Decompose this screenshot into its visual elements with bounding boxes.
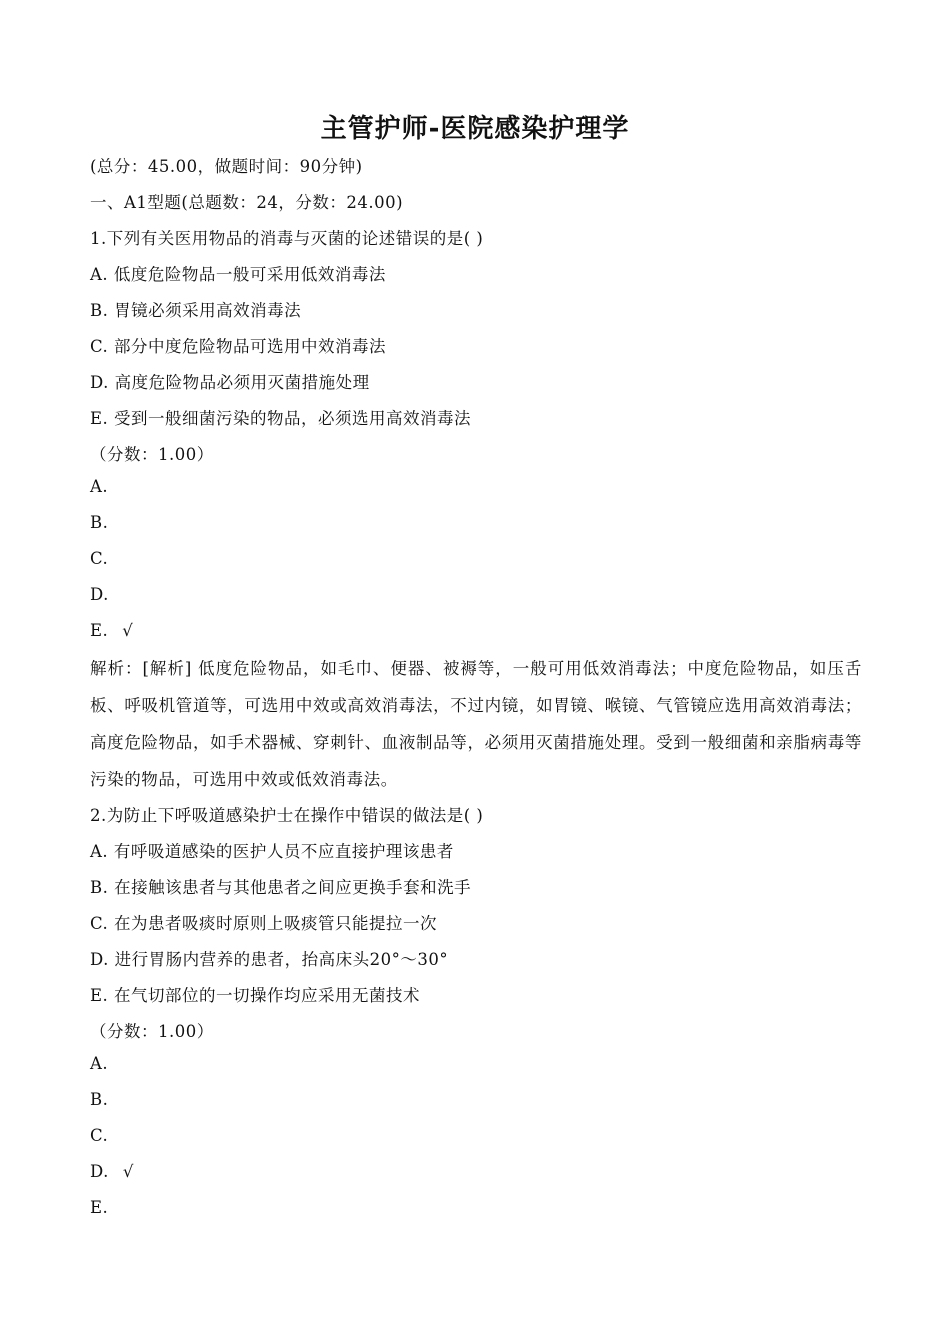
question-1-score: （分数：1.00） [90, 445, 214, 464]
question-1-answer-e-row [90, 621, 133, 640]
question-2-stem: 2.为防止下呼吸道感染护士在操作中错误的做法是( ) [90, 806, 484, 825]
question-2-option-a: A. 有呼吸道感染的医护人员不应直接护理该患者 [90, 842, 454, 861]
question-2-answer-a: A. [90, 1054, 109, 1073]
question-1-answer-a: A. [90, 477, 109, 496]
document-title: 主管护师-医院感染护理学 [320, 114, 630, 144]
question-2-answer-d: D. [90, 1162, 109, 1181]
correct-checkmark: √ [122, 1162, 134, 1181]
question-1-option-e: E. 受到一般细菌污染的物品，必须选用高效消毒法 [90, 409, 472, 428]
question-1-answer-b: B. [90, 513, 109, 532]
question-2-option-e: E. 在气切部位的一切操作均应采用无菌技术 [90, 986, 421, 1005]
question-2-answer-b: B. [90, 1090, 109, 1109]
question-1-answer-c: C. [90, 549, 109, 568]
question-2-answer-d-row [90, 1162, 134, 1181]
question-2-option-c: C. 在为患者吸痰时原则上吸痰管只能提拉一次 [90, 914, 438, 933]
correct-checkmark: √ [122, 621, 134, 640]
question-1-option-a: A. 低度危险物品一般可采用低效消毒法 [90, 265, 386, 284]
question-2-option-b: B. 在接触该患者与其他患者之间应更换手套和洗手 [90, 878, 472, 897]
question-2-score: （分数：1.00） [90, 1022, 214, 1041]
question-1-answer-e: E. [90, 621, 109, 640]
question-2-answer-e: E. [90, 1198, 109, 1217]
question-1-option-c: C. 部分中度危险物品可选用中效消毒法 [90, 337, 387, 356]
question-1-stem: 1.下列有关医用物品的消毒与灭菌的论述错误的是( ) [90, 229, 484, 248]
question-1-option-b: B. 胃镜必须采用高效消毒法 [90, 301, 302, 320]
question-1-answer-d: D. [90, 585, 109, 604]
question-1-analysis: 解析：[解析] 低度危险物品，如毛巾、便器、被褥等，一般可用低效消毒法；中度危险物品，如压舌板、呼吸机管道等，可选用中效或高效消毒法，不过内镜，如胃镜、喉镜、气管镜应选用高效消毒法；高度危险物品，如手术器械、穿刺针、血液制品等，必须用灭菌措施处理。受到一般细菌和亲脂病毒等污染的物品，可选用中效或低效消毒法。 [90, 659, 862, 789]
question-1-option-d: D. 高度危险物品必须用灭菌措施处理 [90, 373, 370, 392]
exam-summary: (总分：45.00，做题时间：90分钟) [90, 157, 363, 176]
question-2-option-d: D. 进行胃肠内营养的患者，抬高床头20°～30° [90, 950, 449, 969]
section-heading: 一、A1型题(总题数：24，分数：24.00) [90, 193, 404, 212]
question-2-answer-c: C. [90, 1126, 109, 1145]
